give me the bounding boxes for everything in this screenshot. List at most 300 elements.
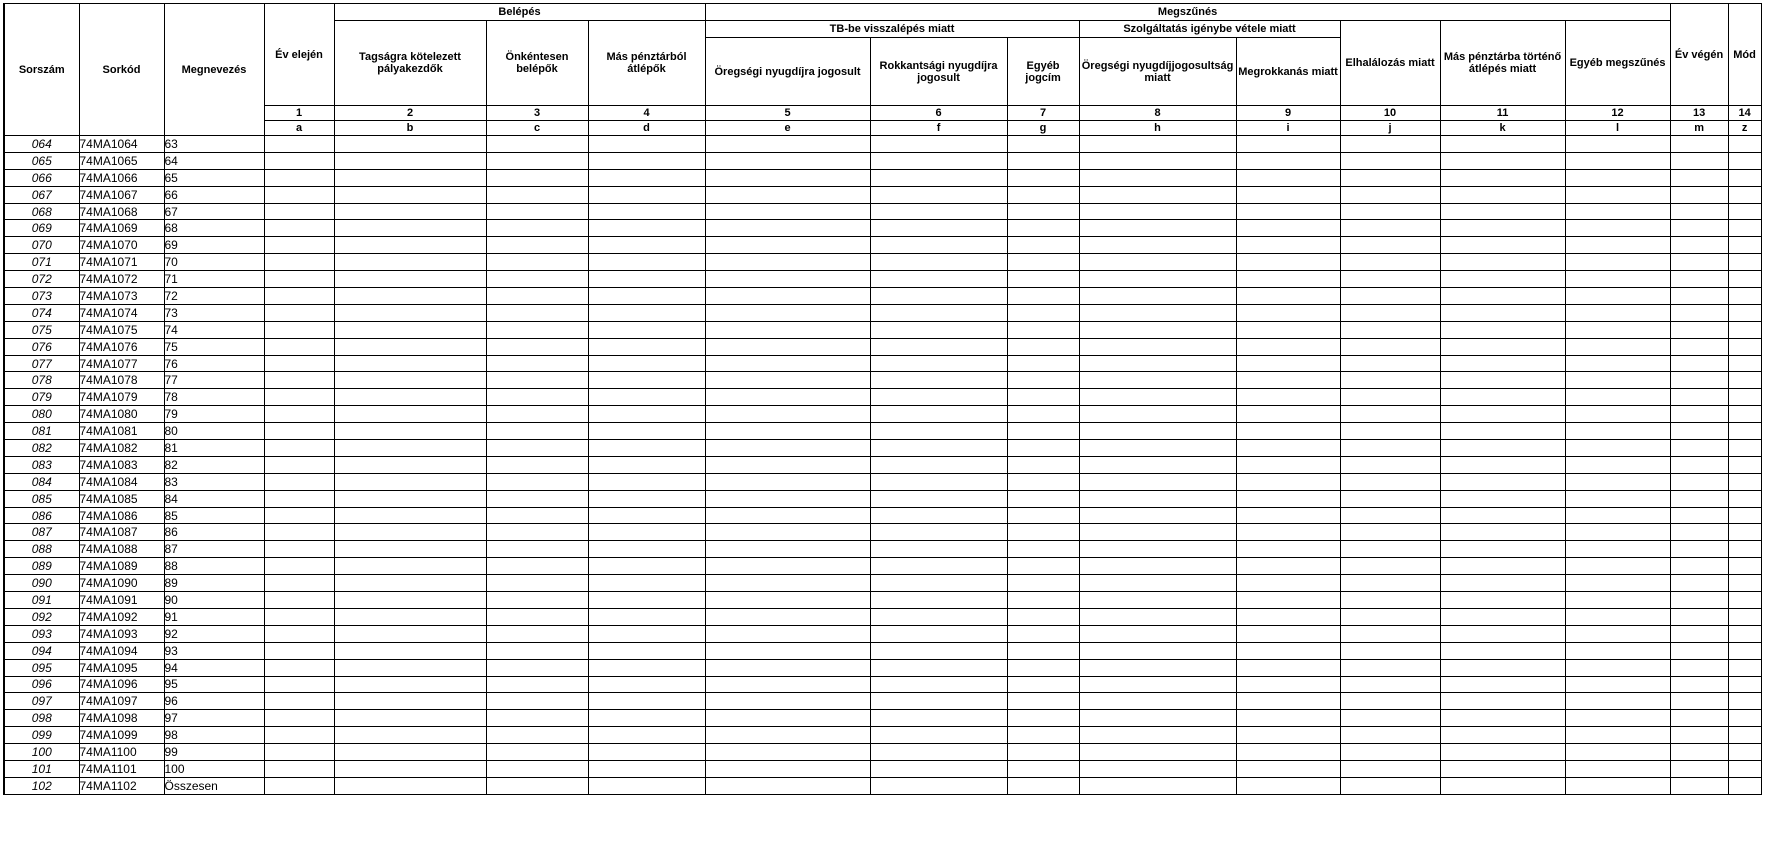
data-cell[interactable] xyxy=(264,693,334,710)
data-cell[interactable] xyxy=(1670,423,1728,440)
data-cell[interactable] xyxy=(486,507,588,524)
data-cell[interactable] xyxy=(486,473,588,490)
data-cell[interactable] xyxy=(334,338,486,355)
data-cell[interactable] xyxy=(705,625,870,642)
data-cell[interactable] xyxy=(1440,490,1565,507)
data-cell[interactable] xyxy=(486,541,588,558)
data-cell[interactable] xyxy=(705,321,870,338)
data-cell[interactable] xyxy=(1236,338,1340,355)
data-cell[interactable] xyxy=(705,372,870,389)
data-cell[interactable] xyxy=(486,423,588,440)
data-cell[interactable] xyxy=(1670,321,1728,338)
data-cell[interactable] xyxy=(1079,490,1236,507)
data-cell[interactable] xyxy=(1565,237,1670,254)
data-cell[interactable] xyxy=(1565,440,1670,457)
data-cell[interactable] xyxy=(1670,203,1728,220)
data-cell[interactable] xyxy=(1728,321,1761,338)
data-cell[interactable] xyxy=(1236,507,1340,524)
data-cell[interactable] xyxy=(1236,406,1340,423)
data-cell[interactable] xyxy=(486,406,588,423)
data-cell[interactable] xyxy=(705,338,870,355)
data-cell[interactable] xyxy=(1007,558,1079,575)
data-cell[interactable] xyxy=(1440,676,1565,693)
data-cell[interactable] xyxy=(1728,541,1761,558)
data-cell[interactable] xyxy=(1079,608,1236,625)
data-cell[interactable] xyxy=(1007,338,1079,355)
data-cell[interactable] xyxy=(1440,760,1565,777)
data-cell[interactable] xyxy=(1079,473,1236,490)
data-cell[interactable] xyxy=(1440,355,1565,372)
data-cell[interactable] xyxy=(1079,541,1236,558)
data-cell[interactable] xyxy=(1340,575,1440,592)
data-cell[interactable] xyxy=(334,608,486,625)
data-cell[interactable] xyxy=(870,254,1007,271)
data-cell[interactable] xyxy=(486,389,588,406)
data-cell[interactable] xyxy=(334,169,486,186)
data-cell[interactable] xyxy=(1670,541,1728,558)
data-cell[interactable] xyxy=(1728,744,1761,761)
data-cell[interactable] xyxy=(705,642,870,659)
data-cell[interactable] xyxy=(486,220,588,237)
data-cell[interactable] xyxy=(588,288,705,305)
data-cell[interactable] xyxy=(334,744,486,761)
data-cell[interactable] xyxy=(588,676,705,693)
data-cell[interactable] xyxy=(705,186,870,203)
data-cell[interactable] xyxy=(486,575,588,592)
data-cell[interactable] xyxy=(264,203,334,220)
data-cell[interactable] xyxy=(1340,710,1440,727)
data-cell[interactable] xyxy=(1440,524,1565,541)
data-cell[interactable] xyxy=(870,608,1007,625)
data-cell[interactable] xyxy=(486,710,588,727)
data-cell[interactable] xyxy=(264,456,334,473)
data-cell[interactable] xyxy=(1440,389,1565,406)
data-cell[interactable] xyxy=(1670,558,1728,575)
data-cell[interactable] xyxy=(870,304,1007,321)
data-cell[interactable] xyxy=(264,169,334,186)
data-cell[interactable] xyxy=(334,625,486,642)
data-cell[interactable] xyxy=(870,625,1007,642)
data-cell[interactable] xyxy=(1340,136,1440,153)
data-cell[interactable] xyxy=(1565,777,1670,794)
data-cell[interactable] xyxy=(1728,186,1761,203)
data-cell[interactable] xyxy=(1728,254,1761,271)
data-cell[interactable] xyxy=(1340,271,1440,288)
data-cell[interactable] xyxy=(1670,676,1728,693)
data-cell[interactable] xyxy=(486,456,588,473)
data-cell[interactable] xyxy=(588,659,705,676)
data-cell[interactable] xyxy=(1565,406,1670,423)
data-cell[interactable] xyxy=(1340,642,1440,659)
data-cell[interactable] xyxy=(588,203,705,220)
data-cell[interactable] xyxy=(588,372,705,389)
data-cell[interactable] xyxy=(264,220,334,237)
data-cell[interactable] xyxy=(1565,490,1670,507)
data-cell[interactable] xyxy=(486,608,588,625)
data-cell[interactable] xyxy=(1728,760,1761,777)
data-cell[interactable] xyxy=(1670,760,1728,777)
data-cell[interactable] xyxy=(1236,389,1340,406)
data-cell[interactable] xyxy=(1728,389,1761,406)
data-cell[interactable] xyxy=(1670,406,1728,423)
data-cell[interactable] xyxy=(1340,254,1440,271)
data-cell[interactable] xyxy=(486,169,588,186)
data-cell[interactable] xyxy=(1340,203,1440,220)
data-cell[interactable] xyxy=(588,406,705,423)
data-cell[interactable] xyxy=(334,777,486,794)
data-cell[interactable] xyxy=(588,304,705,321)
data-cell[interactable] xyxy=(1340,608,1440,625)
data-cell[interactable] xyxy=(486,288,588,305)
data-cell[interactable] xyxy=(870,676,1007,693)
data-cell[interactable] xyxy=(1079,777,1236,794)
data-cell[interactable] xyxy=(588,575,705,592)
data-cell[interactable] xyxy=(1340,727,1440,744)
data-cell[interactable] xyxy=(588,152,705,169)
data-cell[interactable] xyxy=(264,186,334,203)
data-cell[interactable] xyxy=(264,473,334,490)
data-cell[interactable] xyxy=(1670,473,1728,490)
data-cell[interactable] xyxy=(486,271,588,288)
data-cell[interactable] xyxy=(1079,321,1236,338)
data-cell[interactable] xyxy=(1728,608,1761,625)
data-cell[interactable] xyxy=(1565,541,1670,558)
data-cell[interactable] xyxy=(1565,203,1670,220)
data-cell[interactable] xyxy=(1670,625,1728,642)
data-cell[interactable] xyxy=(1007,271,1079,288)
data-cell[interactable] xyxy=(1670,237,1728,254)
data-cell[interactable] xyxy=(486,203,588,220)
data-cell[interactable] xyxy=(1670,220,1728,237)
data-cell[interactable] xyxy=(1079,507,1236,524)
data-cell[interactable] xyxy=(1079,203,1236,220)
data-cell[interactable] xyxy=(1440,744,1565,761)
data-cell[interactable] xyxy=(1728,372,1761,389)
data-cell[interactable] xyxy=(588,777,705,794)
data-cell[interactable] xyxy=(870,507,1007,524)
data-cell[interactable] xyxy=(1236,186,1340,203)
data-cell[interactable] xyxy=(705,456,870,473)
data-cell[interactable] xyxy=(1340,423,1440,440)
data-cell[interactable] xyxy=(1007,727,1079,744)
data-cell[interactable] xyxy=(1079,169,1236,186)
data-cell[interactable] xyxy=(264,642,334,659)
data-cell[interactable] xyxy=(1670,456,1728,473)
data-cell[interactable] xyxy=(1670,271,1728,288)
data-cell[interactable] xyxy=(870,186,1007,203)
data-cell[interactable] xyxy=(1440,558,1565,575)
data-cell[interactable] xyxy=(1670,507,1728,524)
data-cell[interactable] xyxy=(1340,406,1440,423)
data-cell[interactable] xyxy=(1007,203,1079,220)
data-cell[interactable] xyxy=(334,642,486,659)
data-cell[interactable] xyxy=(1340,169,1440,186)
data-cell[interactable] xyxy=(1728,304,1761,321)
data-cell[interactable] xyxy=(1340,777,1440,794)
data-cell[interactable] xyxy=(1007,524,1079,541)
data-cell[interactable] xyxy=(486,490,588,507)
data-cell[interactable] xyxy=(1079,558,1236,575)
data-cell[interactable] xyxy=(264,625,334,642)
data-cell[interactable] xyxy=(486,659,588,676)
data-cell[interactable] xyxy=(1340,558,1440,575)
data-cell[interactable] xyxy=(1007,355,1079,372)
data-cell[interactable] xyxy=(1079,338,1236,355)
data-cell[interactable] xyxy=(705,575,870,592)
data-cell[interactable] xyxy=(588,186,705,203)
data-cell[interactable] xyxy=(1340,625,1440,642)
data-cell[interactable] xyxy=(1565,220,1670,237)
data-cell[interactable] xyxy=(1236,676,1340,693)
data-cell[interactable] xyxy=(705,760,870,777)
data-cell[interactable] xyxy=(1728,169,1761,186)
data-cell[interactable] xyxy=(334,203,486,220)
data-cell[interactable] xyxy=(1565,473,1670,490)
data-cell[interactable] xyxy=(1079,625,1236,642)
data-cell[interactable] xyxy=(1007,541,1079,558)
data-cell[interactable] xyxy=(1236,423,1340,440)
data-cell[interactable] xyxy=(1670,727,1728,744)
data-cell[interactable] xyxy=(1236,136,1340,153)
data-cell[interactable] xyxy=(334,727,486,744)
data-cell[interactable] xyxy=(870,389,1007,406)
data-cell[interactable] xyxy=(1440,288,1565,305)
data-cell[interactable] xyxy=(1079,456,1236,473)
data-cell[interactable] xyxy=(1440,220,1565,237)
data-cell[interactable] xyxy=(1007,237,1079,254)
data-cell[interactable] xyxy=(1236,659,1340,676)
data-cell[interactable] xyxy=(705,203,870,220)
data-cell[interactable] xyxy=(1728,524,1761,541)
data-cell[interactable] xyxy=(588,389,705,406)
data-cell[interactable] xyxy=(486,744,588,761)
data-cell[interactable] xyxy=(1565,507,1670,524)
data-cell[interactable] xyxy=(1728,507,1761,524)
data-cell[interactable] xyxy=(705,355,870,372)
data-cell[interactable] xyxy=(1340,288,1440,305)
data-cell[interactable] xyxy=(1728,777,1761,794)
data-cell[interactable] xyxy=(705,288,870,305)
data-cell[interactable] xyxy=(1007,744,1079,761)
data-cell[interactable] xyxy=(486,338,588,355)
data-cell[interactable] xyxy=(264,608,334,625)
data-cell[interactable] xyxy=(264,777,334,794)
data-cell[interactable] xyxy=(870,575,1007,592)
data-cell[interactable] xyxy=(1007,288,1079,305)
data-cell[interactable] xyxy=(486,186,588,203)
data-cell[interactable] xyxy=(264,744,334,761)
data-cell[interactable] xyxy=(1340,389,1440,406)
data-cell[interactable] xyxy=(334,507,486,524)
data-cell[interactable] xyxy=(1565,710,1670,727)
data-cell[interactable] xyxy=(705,220,870,237)
data-cell[interactable] xyxy=(1670,524,1728,541)
data-cell[interactable] xyxy=(870,288,1007,305)
data-cell[interactable] xyxy=(1007,473,1079,490)
data-cell[interactable] xyxy=(870,321,1007,338)
data-cell[interactable] xyxy=(1340,456,1440,473)
data-cell[interactable] xyxy=(870,423,1007,440)
data-cell[interactable] xyxy=(1440,186,1565,203)
data-cell[interactable] xyxy=(1079,271,1236,288)
data-cell[interactable] xyxy=(1079,710,1236,727)
data-cell[interactable] xyxy=(870,136,1007,153)
data-cell[interactable] xyxy=(1007,220,1079,237)
data-cell[interactable] xyxy=(334,558,486,575)
data-cell[interactable] xyxy=(1340,304,1440,321)
data-cell[interactable] xyxy=(1440,575,1565,592)
data-cell[interactable] xyxy=(1728,710,1761,727)
data-cell[interactable] xyxy=(334,423,486,440)
data-cell[interactable] xyxy=(1340,592,1440,609)
data-cell[interactable] xyxy=(1079,406,1236,423)
data-cell[interactable] xyxy=(1236,541,1340,558)
data-cell[interactable] xyxy=(1079,136,1236,153)
data-cell[interactable] xyxy=(486,152,588,169)
data-cell[interactable] xyxy=(486,676,588,693)
data-cell[interactable] xyxy=(1007,490,1079,507)
data-cell[interactable] xyxy=(334,456,486,473)
data-cell[interactable] xyxy=(1440,710,1565,727)
data-cell[interactable] xyxy=(1236,304,1340,321)
data-cell[interactable] xyxy=(588,625,705,642)
data-cell[interactable] xyxy=(1340,220,1440,237)
data-cell[interactable] xyxy=(1007,625,1079,642)
data-cell[interactable] xyxy=(1236,490,1340,507)
data-cell[interactable] xyxy=(1670,592,1728,609)
data-cell[interactable] xyxy=(870,524,1007,541)
data-cell[interactable] xyxy=(334,271,486,288)
data-cell[interactable] xyxy=(1728,558,1761,575)
data-cell[interactable] xyxy=(1340,186,1440,203)
data-cell[interactable] xyxy=(264,237,334,254)
data-cell[interactable] xyxy=(334,288,486,305)
data-cell[interactable] xyxy=(1007,710,1079,727)
data-cell[interactable] xyxy=(264,254,334,271)
data-cell[interactable] xyxy=(334,321,486,338)
data-cell[interactable] xyxy=(1565,321,1670,338)
data-cell[interactable] xyxy=(588,254,705,271)
data-cell[interactable] xyxy=(1007,693,1079,710)
data-cell[interactable] xyxy=(334,186,486,203)
data-cell[interactable] xyxy=(1440,625,1565,642)
data-cell[interactable] xyxy=(1236,625,1340,642)
data-cell[interactable] xyxy=(486,760,588,777)
data-cell[interactable] xyxy=(1079,659,1236,676)
data-cell[interactable] xyxy=(1728,237,1761,254)
data-cell[interactable] xyxy=(1440,592,1565,609)
data-cell[interactable] xyxy=(1728,288,1761,305)
data-cell[interactable] xyxy=(1728,440,1761,457)
data-cell[interactable] xyxy=(1440,254,1565,271)
data-cell[interactable] xyxy=(264,406,334,423)
data-cell[interactable] xyxy=(1440,507,1565,524)
data-cell[interactable] xyxy=(1007,592,1079,609)
data-cell[interactable] xyxy=(1079,304,1236,321)
data-cell[interactable] xyxy=(334,710,486,727)
data-cell[interactable] xyxy=(1565,254,1670,271)
data-cell[interactable] xyxy=(1236,456,1340,473)
data-cell[interactable] xyxy=(1236,254,1340,271)
data-cell[interactable] xyxy=(1340,659,1440,676)
data-cell[interactable] xyxy=(1236,693,1340,710)
data-cell[interactable] xyxy=(588,456,705,473)
data-cell[interactable] xyxy=(1007,321,1079,338)
data-cell[interactable] xyxy=(1007,440,1079,457)
data-cell[interactable] xyxy=(870,473,1007,490)
data-cell[interactable] xyxy=(334,676,486,693)
data-cell[interactable] xyxy=(1236,237,1340,254)
data-cell[interactable] xyxy=(1440,271,1565,288)
data-cell[interactable] xyxy=(1670,490,1728,507)
data-cell[interactable] xyxy=(1340,338,1440,355)
data-cell[interactable] xyxy=(1236,777,1340,794)
data-cell[interactable] xyxy=(588,321,705,338)
data-cell[interactable] xyxy=(1670,304,1728,321)
data-cell[interactable] xyxy=(1079,642,1236,659)
data-cell[interactable] xyxy=(486,693,588,710)
data-cell[interactable] xyxy=(264,304,334,321)
data-cell[interactable] xyxy=(870,338,1007,355)
data-cell[interactable] xyxy=(486,355,588,372)
data-cell[interactable] xyxy=(1440,693,1565,710)
data-cell[interactable] xyxy=(1007,389,1079,406)
data-cell[interactable] xyxy=(588,507,705,524)
data-cell[interactable] xyxy=(334,473,486,490)
data-cell[interactable] xyxy=(334,541,486,558)
data-cell[interactable] xyxy=(486,304,588,321)
data-cell[interactable] xyxy=(1236,321,1340,338)
data-cell[interactable] xyxy=(1565,592,1670,609)
data-cell[interactable] xyxy=(870,237,1007,254)
data-cell[interactable] xyxy=(588,271,705,288)
data-cell[interactable] xyxy=(1440,203,1565,220)
data-cell[interactable] xyxy=(1340,541,1440,558)
data-cell[interactable] xyxy=(1079,237,1236,254)
data-cell[interactable] xyxy=(1728,355,1761,372)
data-cell[interactable] xyxy=(1236,592,1340,609)
data-cell[interactable] xyxy=(1079,355,1236,372)
data-cell[interactable] xyxy=(1236,642,1340,659)
data-cell[interactable] xyxy=(1728,203,1761,220)
data-cell[interactable] xyxy=(1340,372,1440,389)
data-cell[interactable] xyxy=(1670,642,1728,659)
data-cell[interactable] xyxy=(1670,710,1728,727)
data-cell[interactable] xyxy=(1007,304,1079,321)
data-cell[interactable] xyxy=(705,389,870,406)
data-cell[interactable] xyxy=(1440,541,1565,558)
data-cell[interactable] xyxy=(1728,136,1761,153)
data-cell[interactable] xyxy=(588,710,705,727)
data-cell[interactable] xyxy=(1565,676,1670,693)
data-cell[interactable] xyxy=(705,271,870,288)
data-cell[interactable] xyxy=(1565,186,1670,203)
data-cell[interactable] xyxy=(264,152,334,169)
data-cell[interactable] xyxy=(705,440,870,457)
data-cell[interactable] xyxy=(1565,693,1670,710)
data-cell[interactable] xyxy=(1670,389,1728,406)
data-cell[interactable] xyxy=(1728,676,1761,693)
data-cell[interactable] xyxy=(334,220,486,237)
data-cell[interactable] xyxy=(1565,625,1670,642)
data-cell[interactable] xyxy=(1007,642,1079,659)
data-cell[interactable] xyxy=(1670,659,1728,676)
data-cell[interactable] xyxy=(588,220,705,237)
data-cell[interactable] xyxy=(1670,575,1728,592)
data-cell[interactable] xyxy=(870,659,1007,676)
data-cell[interactable] xyxy=(264,575,334,592)
data-cell[interactable] xyxy=(1565,608,1670,625)
